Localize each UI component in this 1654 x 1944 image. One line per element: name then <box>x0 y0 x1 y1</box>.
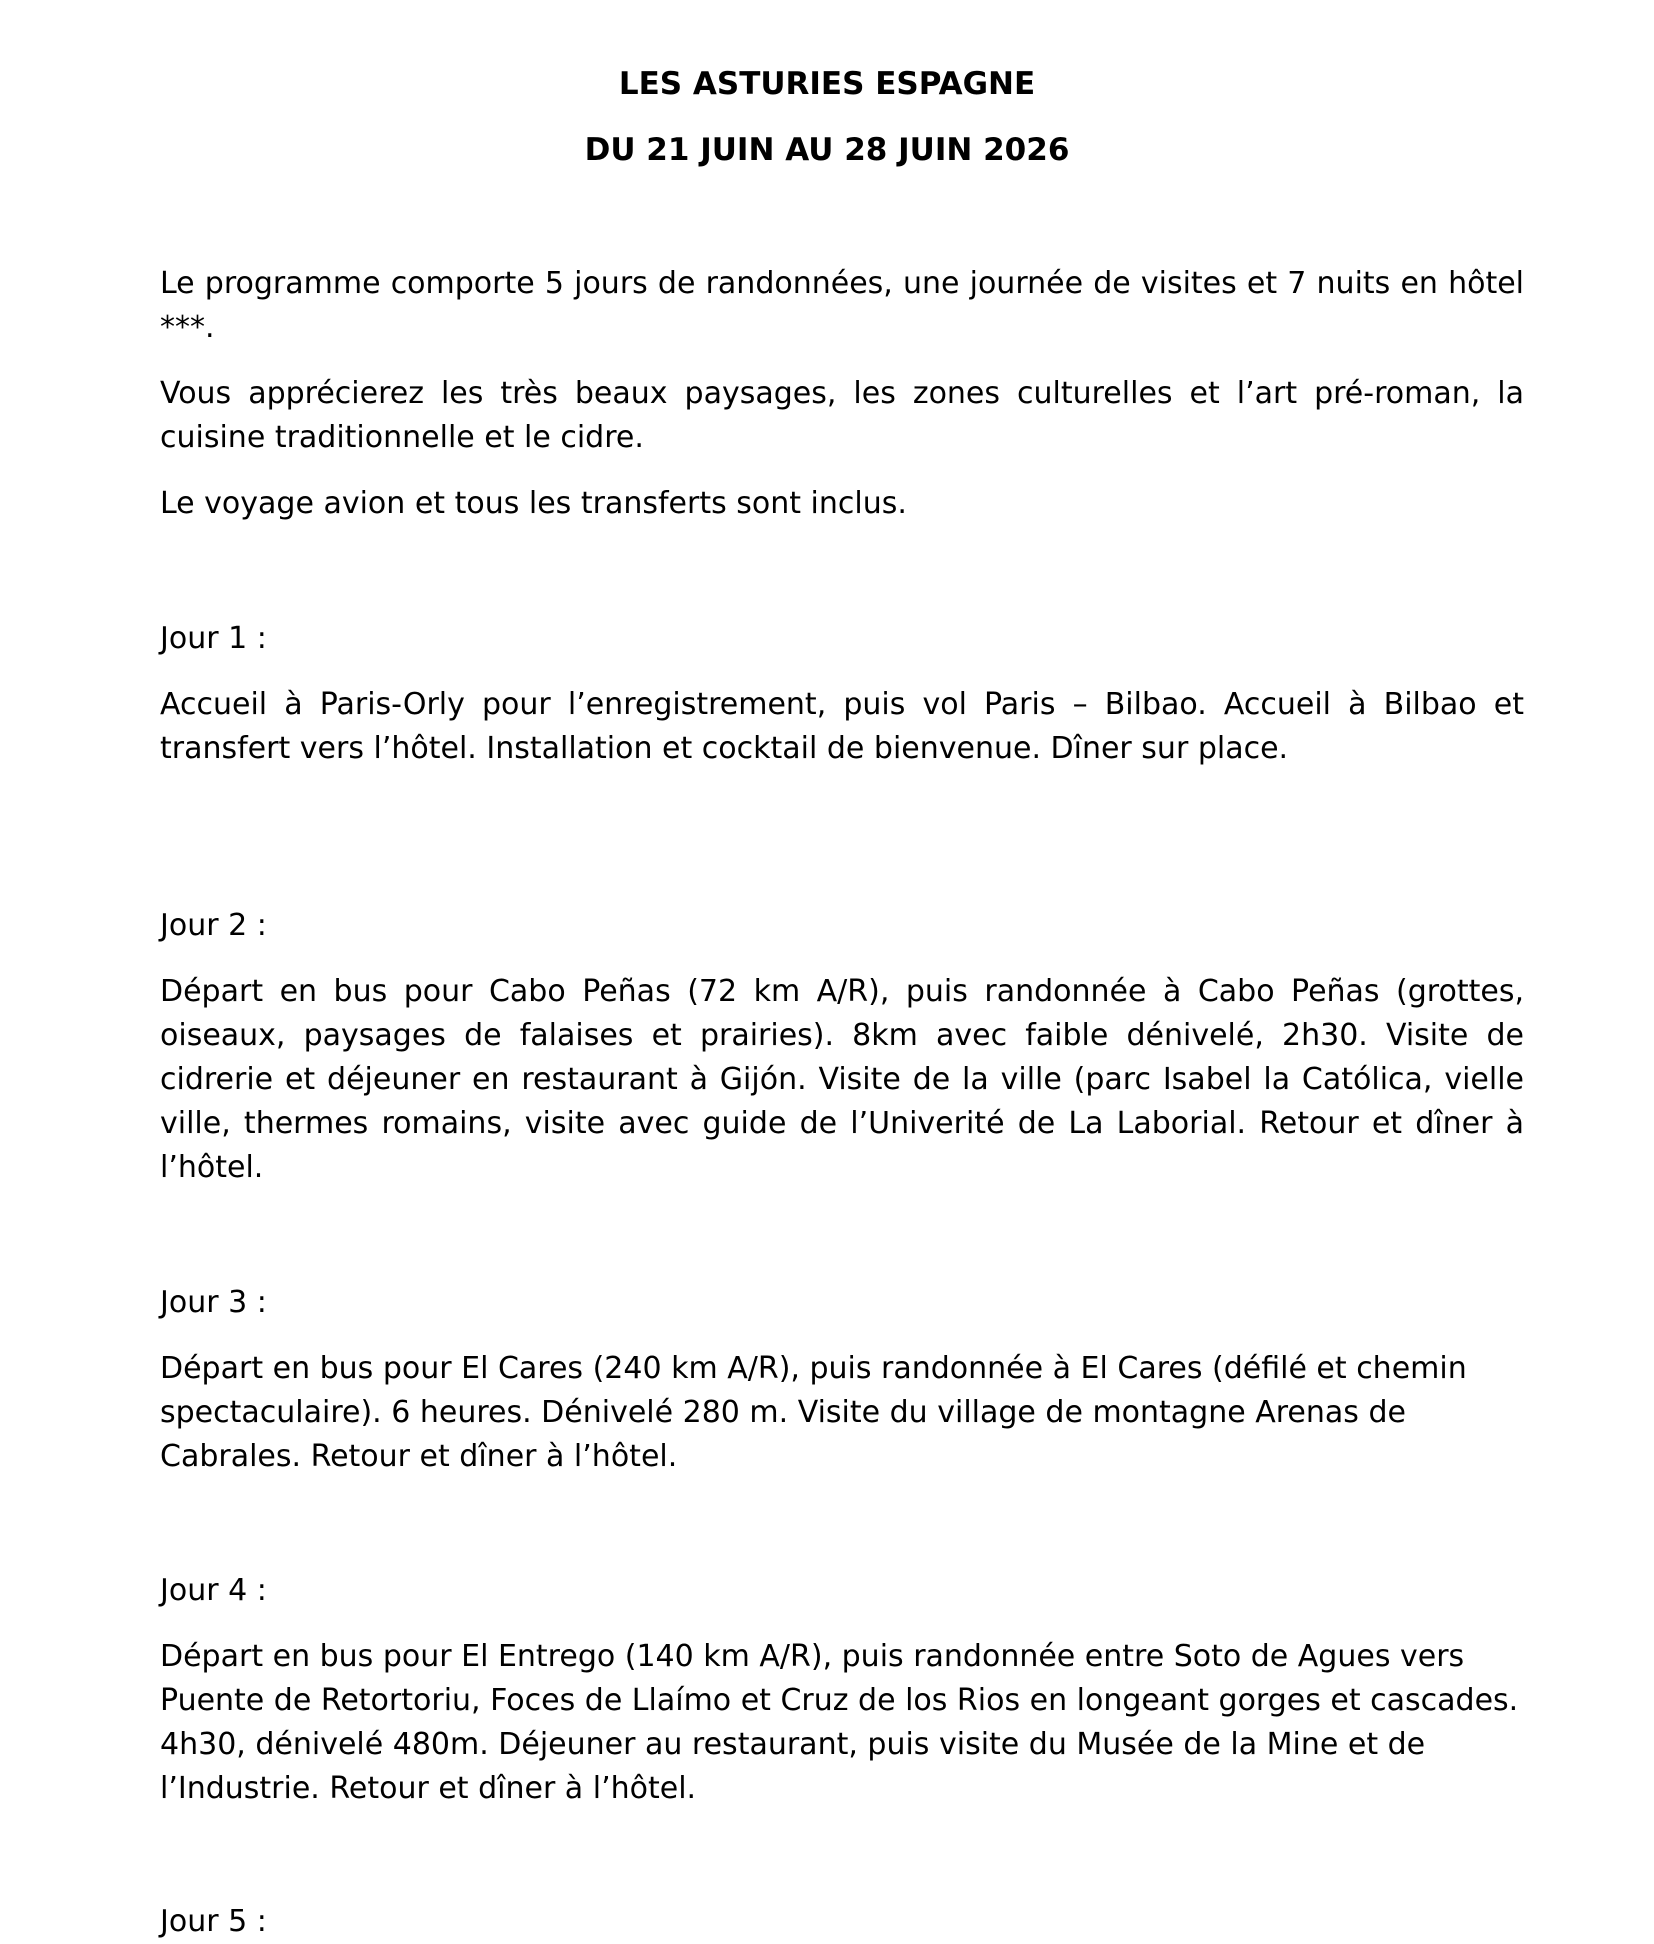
day-5-label: Jour 5 : <box>160 1904 267 1939</box>
document-title: LES ASTURIES ESPAGNE <box>618 66 1036 102</box>
day-2-label: Jour 2 : <box>160 908 267 943</box>
day-3-description: Départ en bus pour El Cares (240 km A/R), puis randonnée à El Cares (défilé et chemin spectaculaire). 6 heures. Dénivelé 280 m. Visite du village de montagne Arenas de Cabrales. Retour et dîner à l’hôtel. <box>160 1351 1467 1474</box>
day-2-description: Départ en bus pour Cabo Peñas (72 km A/R), puis randonnée à Cabo Peñas (grottes, oiseaux, paysages de falaises et prairies). 8km avec faible dénivelé, 2h30. Visite de cidrerie et déjeuner en restaurant à Gijón. Visite de la ville (parc Isabel la Católica, vielle ville, thermes romains, visite avec guide de l’Univerité de La Laborial. Retour et dîner à l’hôtel. <box>160 974 1524 1185</box>
document-dates: DU 21 JUIN AU 28 JUIN 2026 <box>584 132 1070 168</box>
day-1-label: Jour 1 : <box>160 621 267 656</box>
day-4-description: Départ en bus pour El Entrego (140 km A/R), puis randonnée entre Soto de Agues vers Puente de Retortoriu, Foces de Llaímo et Cruz de los Rios en longeant gorges et cascades. 4h30, dénivelé 480m. Déjeuner au restaurant, puis visite du Musée de la Mine et de l’Industrie. Retour et dîner à l’hôtel. <box>160 1639 1519 1806</box>
day-3-label: Jour 3 : <box>160 1285 267 1320</box>
intro-paragraph-paysages: Vous apprécierez les très beaux paysages, les zones culturelles et l’art pré-roman, la cuisine traditionnelle et le cidre. <box>160 376 1524 455</box>
intro-paragraph-programme: Le programme comporte 5 jours de randonnées, une journée de visites et 7 nuits en hôtel ***. <box>160 266 1524 345</box>
day-1-description: Accueil à Paris-Orly pour l’enregistrement, puis vol Paris – Bilbao. Accueil à Bilbao et transfert vers l’hôtel. Installation et cocktail de bienvenue. Dîner sur place. <box>160 687 1524 766</box>
day-4-label: Jour 4 : <box>160 1573 267 1608</box>
intro-paragraph-voyage: Le voyage avion et tous les transferts sont inclus. <box>160 486 907 521</box>
